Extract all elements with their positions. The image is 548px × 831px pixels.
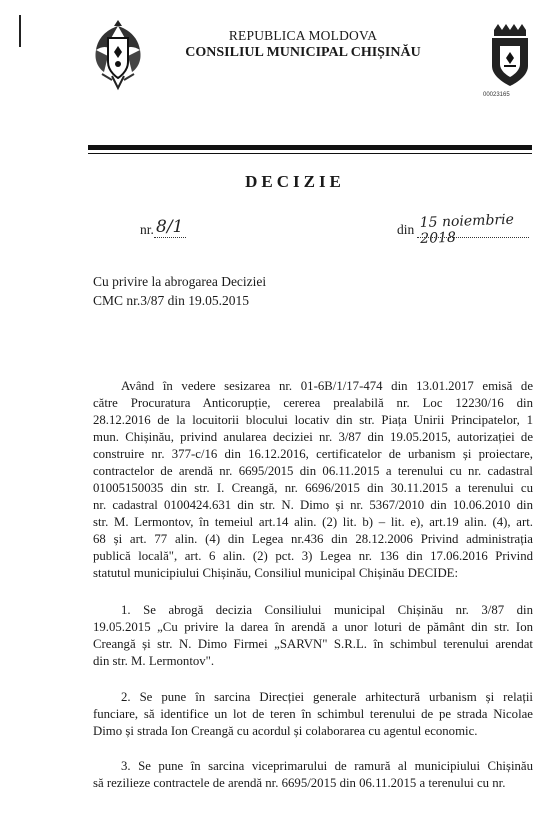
text-line: 68 și art. 77 alin. (4) din Legea nr.436 din 28.12.2006 Privind administrația <box>93 532 533 546</box>
text-line: 19.05.2015 „Cu privire la darea în arendă a unor loturi de pământ din str. Ion <box>93 620 533 634</box>
text-line: 28.12.2016 de la locuitorii blocului locativ din str. Piața Unirii Principatelor, 1 <box>93 413 533 427</box>
text-line: 2. Se pune în sarcina Direcției generale arhitectură urbanism și relații <box>121 690 533 704</box>
text-line: 01005150035 din str. I. Creangă, nr. 6696/2015 din 30.11.2015 a terenului cu <box>93 481 533 495</box>
text-line: construire nr. 377-c/16 din 16.12.2016, certificatelor de urbanism și proiectare, <box>93 447 533 461</box>
number-dotted-line <box>154 236 186 238</box>
point-2 <box>93 689 533 740</box>
document-title: DECIZIE <box>245 172 345 191</box>
preamble-paragraph <box>93 378 533 582</box>
text-line: statutul municipiului Chișinău, Consiliul municipal Chișinău DECIDE: <box>93 566 459 580</box>
date-label: din <box>397 222 415 237</box>
date-dotted-line <box>417 236 529 238</box>
serial-number: 00023165 <box>483 92 510 98</box>
decision-number: 8/1 <box>156 217 184 237</box>
text-line: Având în vedere sesizarea nr. 01-6B/1/17-474 din 13.01.2017 emisă de <box>121 379 533 393</box>
header-rule-thick <box>88 145 532 150</box>
header-rule-thin <box>88 153 532 154</box>
text-line: să rezilieze contractele de arendă nr. 6695/2015 din 06.11.2015 a terenului cu nr. <box>93 776 506 790</box>
subject <box>93 272 266 310</box>
text-line: publică locală", art. 6 alin. (2) pct. 3) Legea nr. 136 din 17.06.2016 Privind <box>93 549 533 563</box>
text-line: contractelor de arendă nr. 6695/2015 din 06.11.2015 a terenului cu nr. cadastral <box>93 464 533 478</box>
text-line: mun. Chișinău, privind anularea deciziei nr. 3/87 din 19.05.2015, autorizației de <box>93 430 533 444</box>
text-line: 3. Se pune în sarcina viceprimarului de ramură al municipiului Chișinău <box>121 759 533 773</box>
text-line: nr. cadastral 0100424.631 din str. N. Dimo și nr. 5367/2010 din 10.06.2010 din <box>93 498 533 512</box>
decision-date: 15 noiembrie 2018 <box>419 211 515 247</box>
text-line: funciare, să identifice un lot de teren în schimbul terenului de pe strada Nicolae <box>93 707 533 721</box>
text-line: din str. M. Lermontov". <box>93 654 215 668</box>
text-line: Dimo și strada Ion Creangă cu acordul și colaborarea cu agentul economic. <box>93 724 478 738</box>
subject-line: CMC nr.3/87 din 19.05.2015 <box>93 293 250 308</box>
point-3 <box>93 758 533 792</box>
header-country: REPUBLICA MOLDOVA <box>228 28 378 43</box>
chisinau-coat-of-arms-icon <box>488 22 532 88</box>
text-line: către Procuratura Anticorupție, cererea prealabilă nr. Loc 12230/16 din <box>93 396 533 410</box>
header-council: CONSILIUL MUNICIPAL CHIȘINĂU <box>185 45 421 60</box>
text-line: str. M. Lermontov, în temeiul art.14 alin. (2) lit. b) – lit. e), art.19 alin. (4), art. <box>93 515 533 529</box>
subject-line: Cu privire la abrogarea Deciziei <box>93 274 267 289</box>
text-line: Creangă și str. N. Dimo Firmei „SARVN" S.R.L. în schimbul terenului arendat <box>93 637 533 651</box>
text-line: 1. Se abrogă decizia Consiliului municipal Chișinău nr. 3/87 din <box>121 603 533 617</box>
number-label: nr. <box>140 222 154 237</box>
point-1 <box>93 602 533 670</box>
